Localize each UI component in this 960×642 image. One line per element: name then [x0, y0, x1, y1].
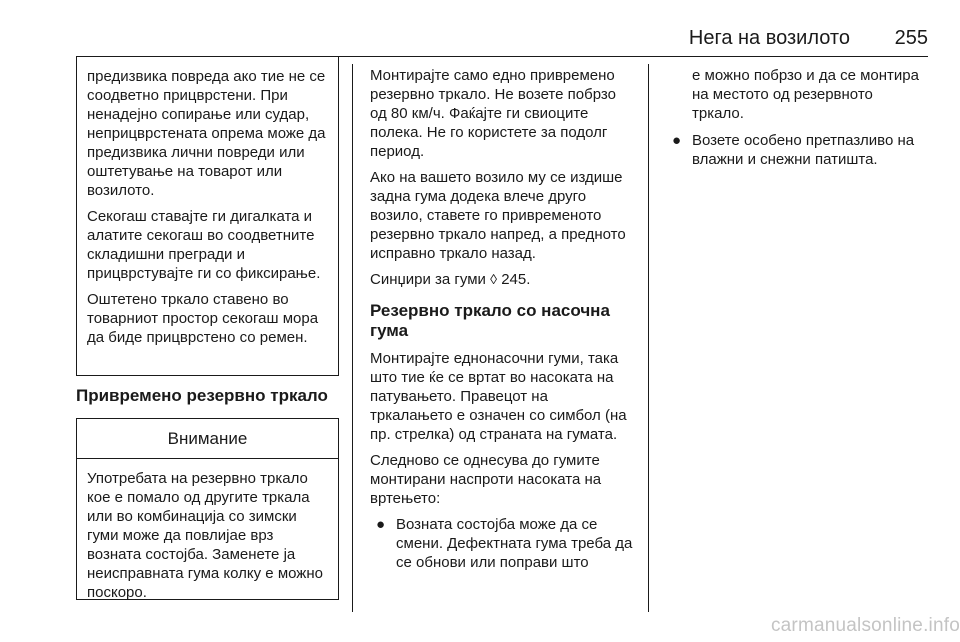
- box-paragraph-1: предизвика повреда ако тие не се соодветно прицврстени. При ненадејно сопирање или судар, неприцврстената опрема може да предизвика лични повреди или оштетување на товарот или возилото.: [87, 68, 326, 199]
- warning-text: Употребата на резервно тркало кое е помало од другите тркала или во комбинација со зимски гуми може да повлијае врз возната состојба. Заменете ја неисправната гума колку е можно поскоро.: [87, 470, 323, 601]
- column-divider-left: [352, 64, 353, 612]
- watermark: carmanualsonline.info: [770, 615, 960, 636]
- page-number: 255: [894, 27, 928, 49]
- warning-title: Внимание: [77, 419, 338, 459]
- snow-chains-label: Синџири за гуми: [370, 271, 491, 288]
- bullet-icon: ●: [672, 132, 682, 149]
- section-heading-temporary-spare: Привремено резервно тркало: [76, 386, 328, 405]
- section-heading-directional-spare: Резервно тркало со насочна гума: [370, 301, 610, 340]
- column-2: [370, 66, 634, 577]
- header-title: Нега на возилото: [688, 27, 850, 49]
- list-item: [666, 66, 928, 123]
- paragraph-opposite-direction: Следново се однесува до гумите монтирани наспроти насоката на вртењето:: [370, 452, 602, 507]
- page-ref-icon: ◊: [490, 271, 498, 287]
- warning-box: [76, 418, 339, 600]
- paragraph-speed-limit: Монтирајте само едно привремено резервно тркало. Не возете побрзо од 80 км/ч. Фаќајте ги свиоците полека. Не го користете за подолг период.: [370, 67, 616, 160]
- bullet-text-2: Возете особено претпазливо на влажни и снежни патишта.: [692, 132, 915, 168]
- bullet-text-1-continued: е можно побрзо и да се монтира на местото од резервното тркало.: [692, 67, 919, 122]
- continued-warning-box: [76, 56, 339, 376]
- paragraph-towing: Ако на вашето возило му се издише задна гума додека влече друго возило, ставете го привремeното резервно тркало напред, а предното исправно тркало назад.: [370, 169, 626, 262]
- column-3: [666, 66, 928, 174]
- box-paragraph-2: Секогаш ставајте ги дигалката и алатите секогаш во соодветните складишни прегради и прицврстувајте ги со фиксирање.: [87, 208, 321, 282]
- list-item: [666, 131, 928, 169]
- paragraph-snow-chains: [370, 270, 634, 289]
- paragraph-directional-tyres: Монтирајте еднонасочни гуми, така што тие ќе се вртат во насоката на патувањето. Правецот на тркалањето е означен со симбол (на пр. стрелка) од страната на гумата.: [370, 350, 627, 443]
- list-item: [370, 515, 634, 572]
- snow-chains-page-ref[interactable]: 245.: [497, 271, 531, 288]
- column-divider-right: [648, 64, 649, 612]
- bullet-icon: ●: [376, 516, 386, 533]
- bullet-text-1: Возната состојба може да се смени. Дефектната гума треба да се обнови или поправи што: [396, 516, 633, 571]
- box-paragraph-3: Оштетено тркало ставено во товарниот простор секогаш мора да биде прицврстено со ремен.: [87, 291, 319, 346]
